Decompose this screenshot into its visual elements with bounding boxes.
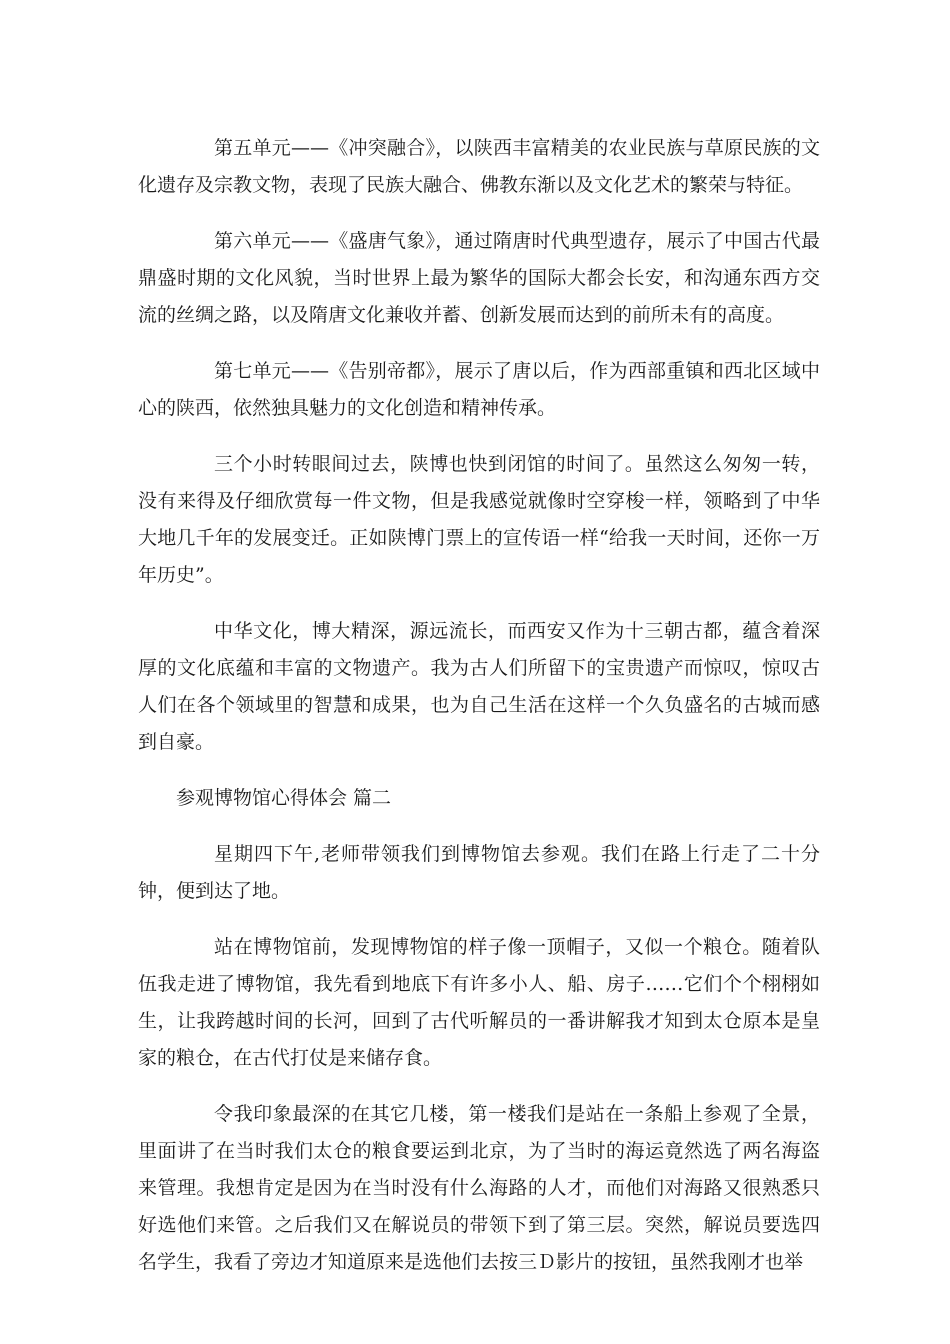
paragraph-museum-front: 站在博物馆前，发现博物馆的样子像一顶帽子，又似一个粮仓。随着队伍我走进了博物馆，我先看到地底下有许多小人、船、房子……它们个个栩栩如生，让我跨越时间的长河，回到了古代听解员的一番讲解我才知到太仓原本是皇家的粮仓，在古代打仗是来储存食。 [138, 936, 820, 1069]
paragraph-thursday-visit: 星期四下午,老师带领我们到博物馆去参观。我们在路上行走了二十分钟，便到达了地。 [138, 843, 820, 902]
paragraph-chinese-culture: 中华文化，博大精深，源远流长，而西安又作为十三朝古都，蕴含着深厚的文化底蕴和丰富的文物遗产。我为古人们所留下的宝贵遗产而惊叹，惊叹古人们在各个领域里的智慧和成果，也为自己生活在这样一个久负盛名的古城而感到自豪。 [138, 620, 820, 753]
paragraph-unit-five: 第五单元——《冲突融合》，以陕西丰富精美的农业民族与草原民族的文化遗存及宗教文物，表现了民族大融合、佛教东渐以及文化艺术的繁荣与特征。 [138, 137, 820, 196]
document-body [138, 130, 820, 1300]
section-heading: 参观博物馆心得体会 篇二 [176, 787, 392, 809]
paragraph-deepest-impression: 令我印象最深的在其它几楼，第一楼我们是站在一条船上参观了全景，里面讲了在当时我们太仓的粮食要运到北京，为了当时的海运竟然选了两名海盗来管理。我想肯定是因为在当时没有什么海路的人才，而他们对海路又很熟悉只好选他们来管。之后我们又在解说员的带领下到了第三层。突然，解说员要选四名学生，我看了旁边才知道原来是选他们去按三Ｄ影片的按钮，虽然我刚才也举 [138, 1103, 820, 1273]
paragraph-three-hours: 三个小时转眼间过去，陕博也快到闭馆的时间了。虽然这么匆匆一转，没有来得及仔细欣赏每一件文物，但是我感觉就像时空穿梭一样，领略到了中华大地几千年的发展变迁。正如陕博门票上的宣传语一样“给我一天时间，还你一万年历史”。 [138, 453, 820, 586]
paragraph-unit-seven: 第七单元——《告别帝都》，展示了唐以后，作为西部重镇和西北区域中心的陕西，依然独具魅力的文化创造和精神传承。 [138, 360, 820, 419]
paragraph-unit-six: 第六单元——《盛唐气象》，通过隋唐时代典型遗存，展示了中国古代最鼎盛时期的文化风貌，当时世界上最为繁华的国际大都会长安，和沟通东西方交流的丝绸之路，以及隋唐文化兼收并蓄、创新发展而达到的前所未有的高度。 [138, 230, 820, 326]
